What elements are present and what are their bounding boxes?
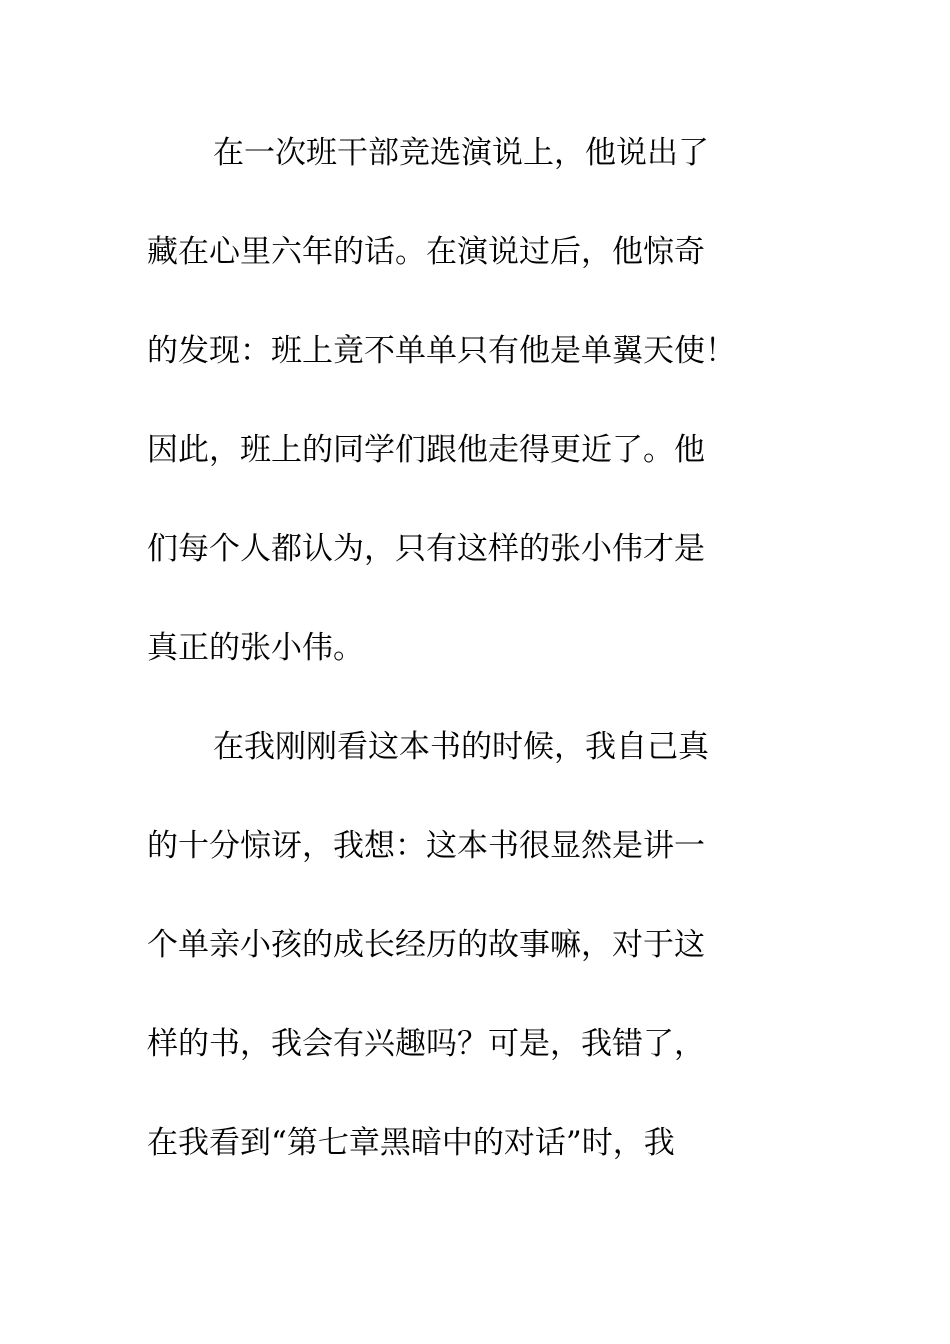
text-line: 因此，班上的同学们跟他走得更近了。他 xyxy=(147,432,705,468)
text-line: 的发现：班上竟不单单只有他是单翼天使！ xyxy=(147,333,736,369)
text-line: 藏在心里六年的话。在演说过后，他惊奇 xyxy=(147,234,705,270)
text-line: 在一次班干部竞选演说上，他说出了 xyxy=(213,135,709,171)
text-line: 的十分惊讶，我想：这本书很显然是讲一 xyxy=(147,828,705,864)
text-line: 在我看到“第七章黑暗中的对话”时，我 xyxy=(147,1125,675,1161)
text-line: 在我刚刚看这本书的时候，我自己真 xyxy=(213,729,709,765)
text-line: 真正的张小伟。 xyxy=(147,630,364,666)
text-line: 个单亲小孩的成长经历的故事嘛，对于这 xyxy=(147,927,705,963)
text-line: 们每个人都认为，只有这样的张小伟才是 xyxy=(147,531,705,567)
body-text xyxy=(147,128,807,1217)
text-line: 样的书，我会有兴趣吗？可是，我错了， xyxy=(147,1026,705,1062)
